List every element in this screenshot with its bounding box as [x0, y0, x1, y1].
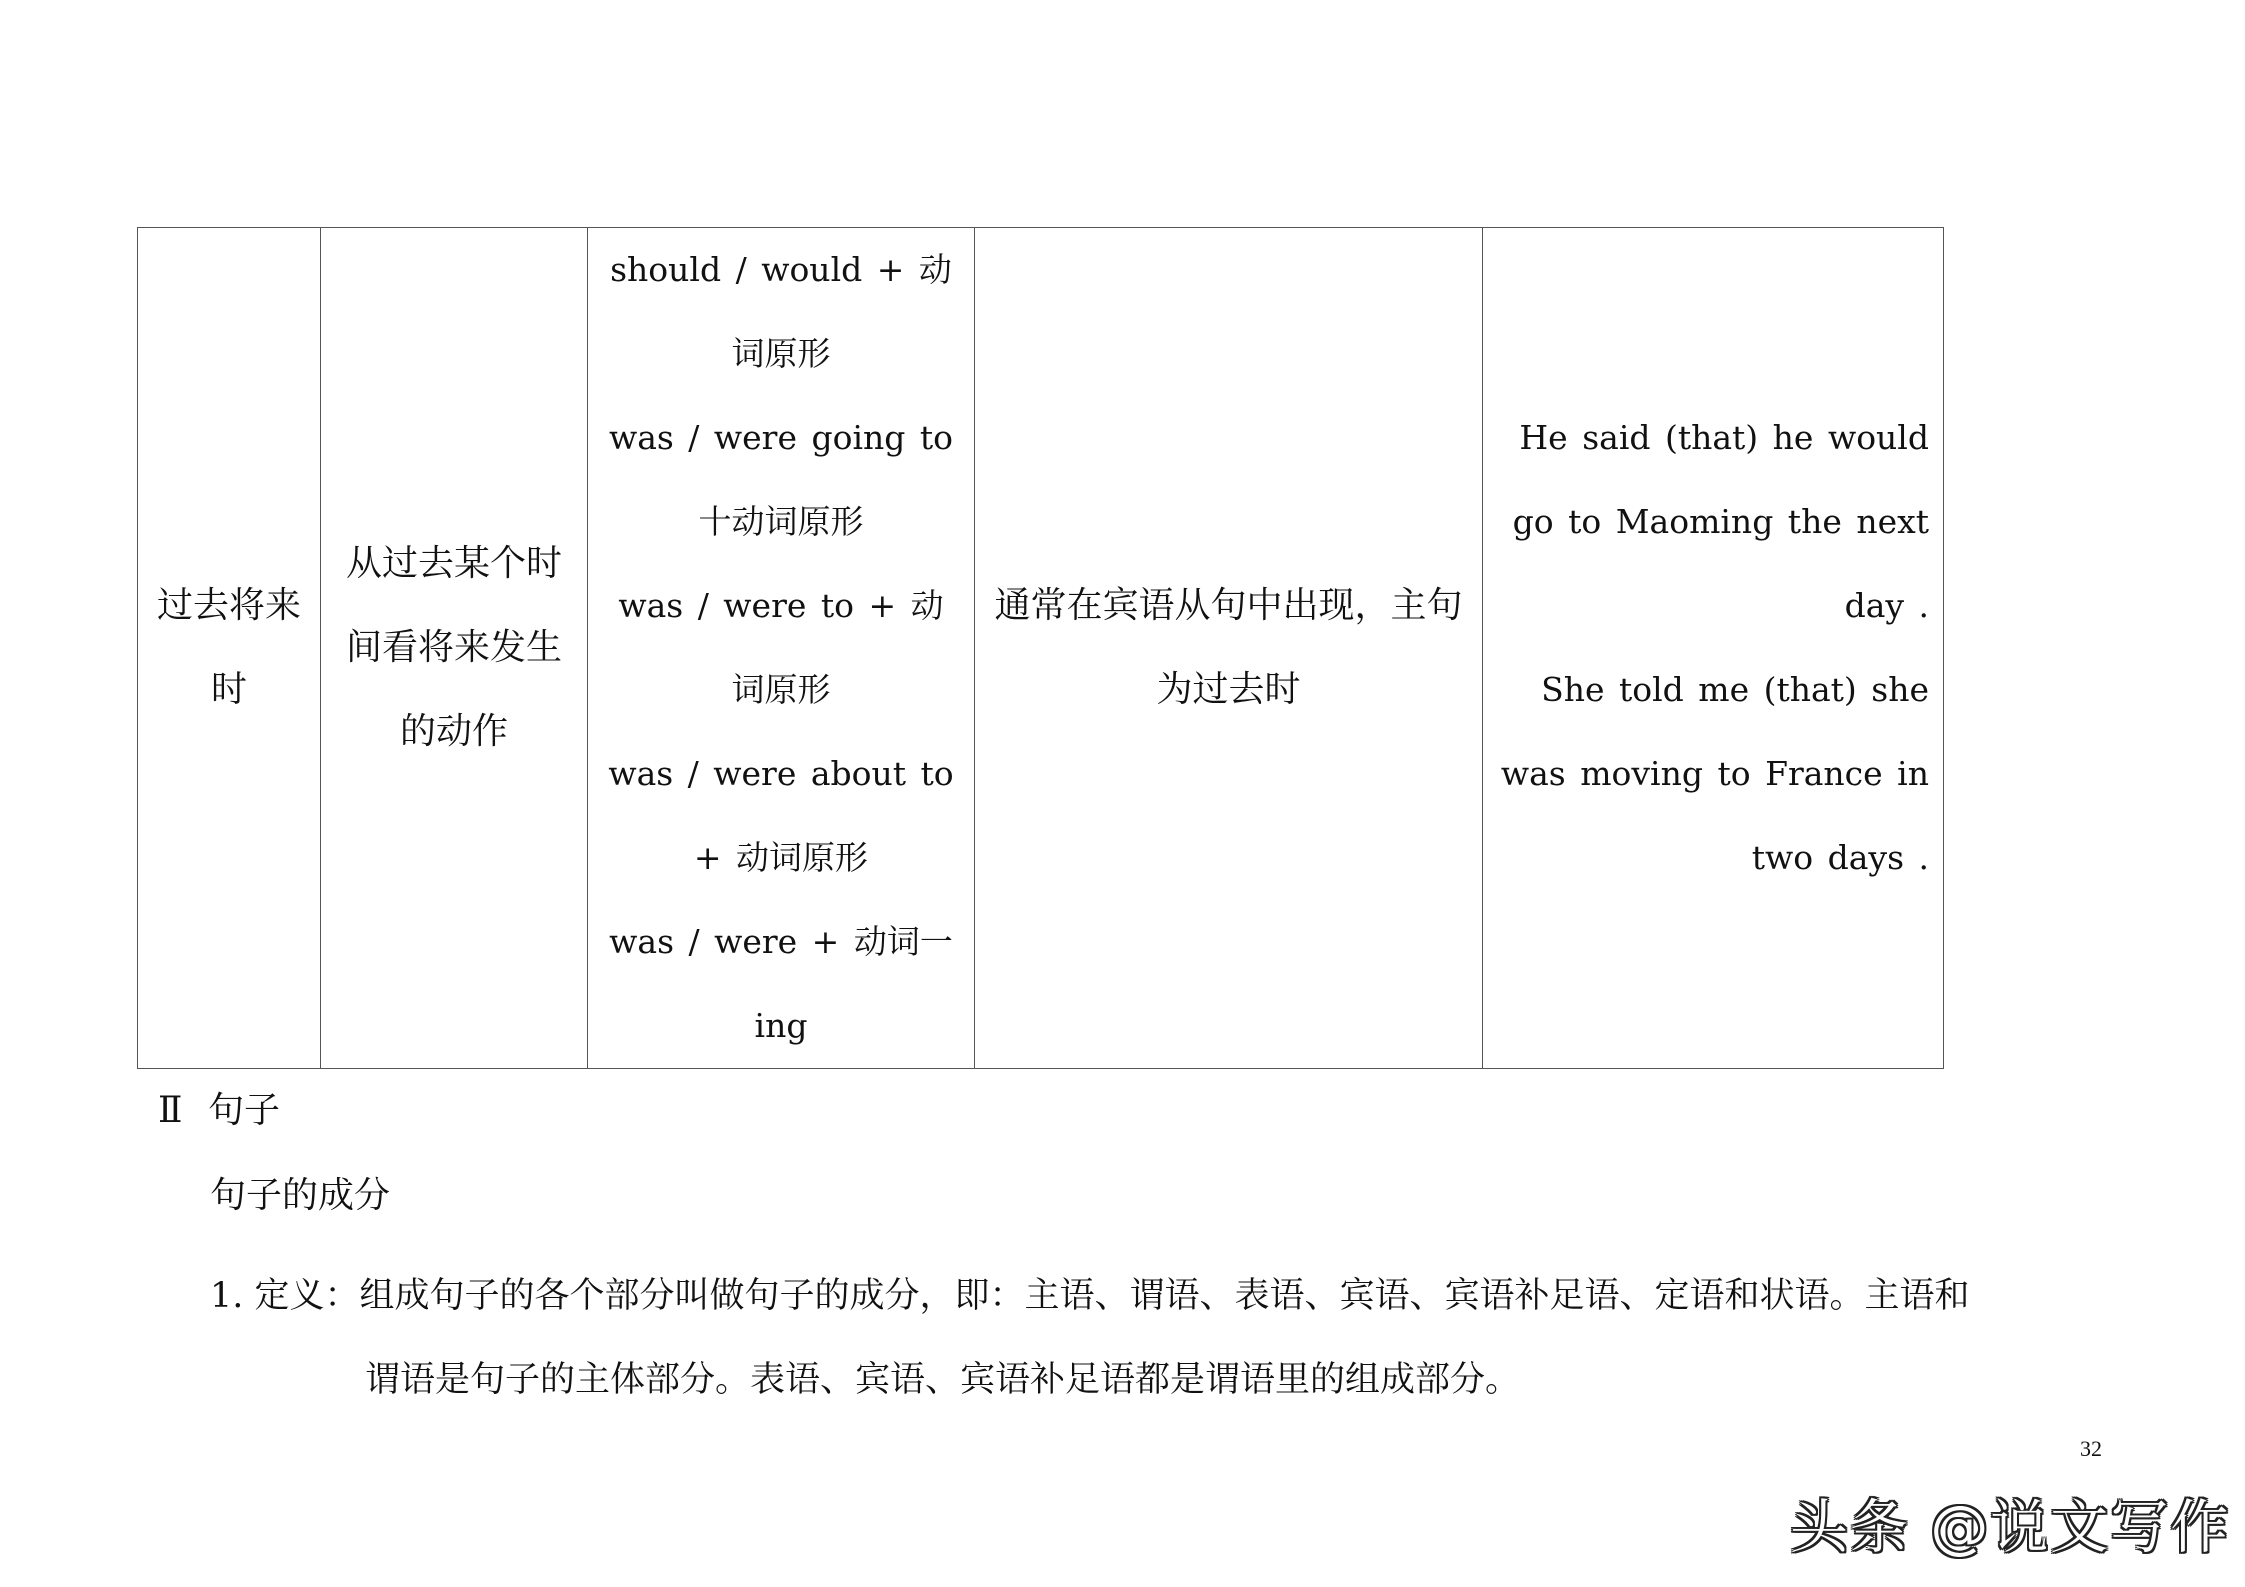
table-row — [138, 228, 1944, 1069]
tense-forms-cell — [588, 228, 975, 1069]
definition-line: 1. 定义：组成句子的各个部分叫做句子的成分，即：主语、谓语、表语、宾语、宾语补足语、定语和状语。主语和 — [210, 1276, 1970, 1316]
subheading: 句子的成分 — [210, 1175, 391, 1216]
page-number: 32 — [2080, 1436, 2102, 1461]
watermark-logo: 头条 @说文写作 — [1790, 1493, 2231, 1561]
form-line: was / were + 动词一ing — [609, 922, 953, 1045]
form-line: was / were to + 动词原形 — [618, 586, 944, 709]
example-sentence: He said (that) he would go to Maoming the next day . — [1512, 418, 1929, 625]
form-line: was / were going to 十动词原形 — [608, 418, 954, 541]
example-sentence: She told me (that) she was moving to France in two days . — [1500, 670, 1929, 877]
tense-name-cell: 过去将来时 — [138, 228, 321, 1069]
definition-paragraph — [210, 1254, 2135, 1422]
definition-line: 谓语是句子的主体部分。表语、宾语、宾语补足语都是谓语里的组成部分。 — [365, 1360, 1521, 1400]
tense-usage-cell: 通常在宾语从句中出现，主句为过去时 — [975, 228, 1483, 1069]
tense-table — [137, 227, 1944, 1069]
tense-meaning-cell: 从过去某个时间看将来发生的动作 — [321, 228, 588, 1069]
section-numeral: Ⅱ — [158, 1090, 183, 1131]
section-heading — [158, 1085, 280, 1137]
form-line: should / would + 动词原形 — [610, 250, 952, 373]
form-line: was / were about to + 动词原形 — [608, 754, 954, 877]
section-title: 句子 — [208, 1090, 281, 1131]
tense-examples-cell — [1483, 228, 1944, 1069]
